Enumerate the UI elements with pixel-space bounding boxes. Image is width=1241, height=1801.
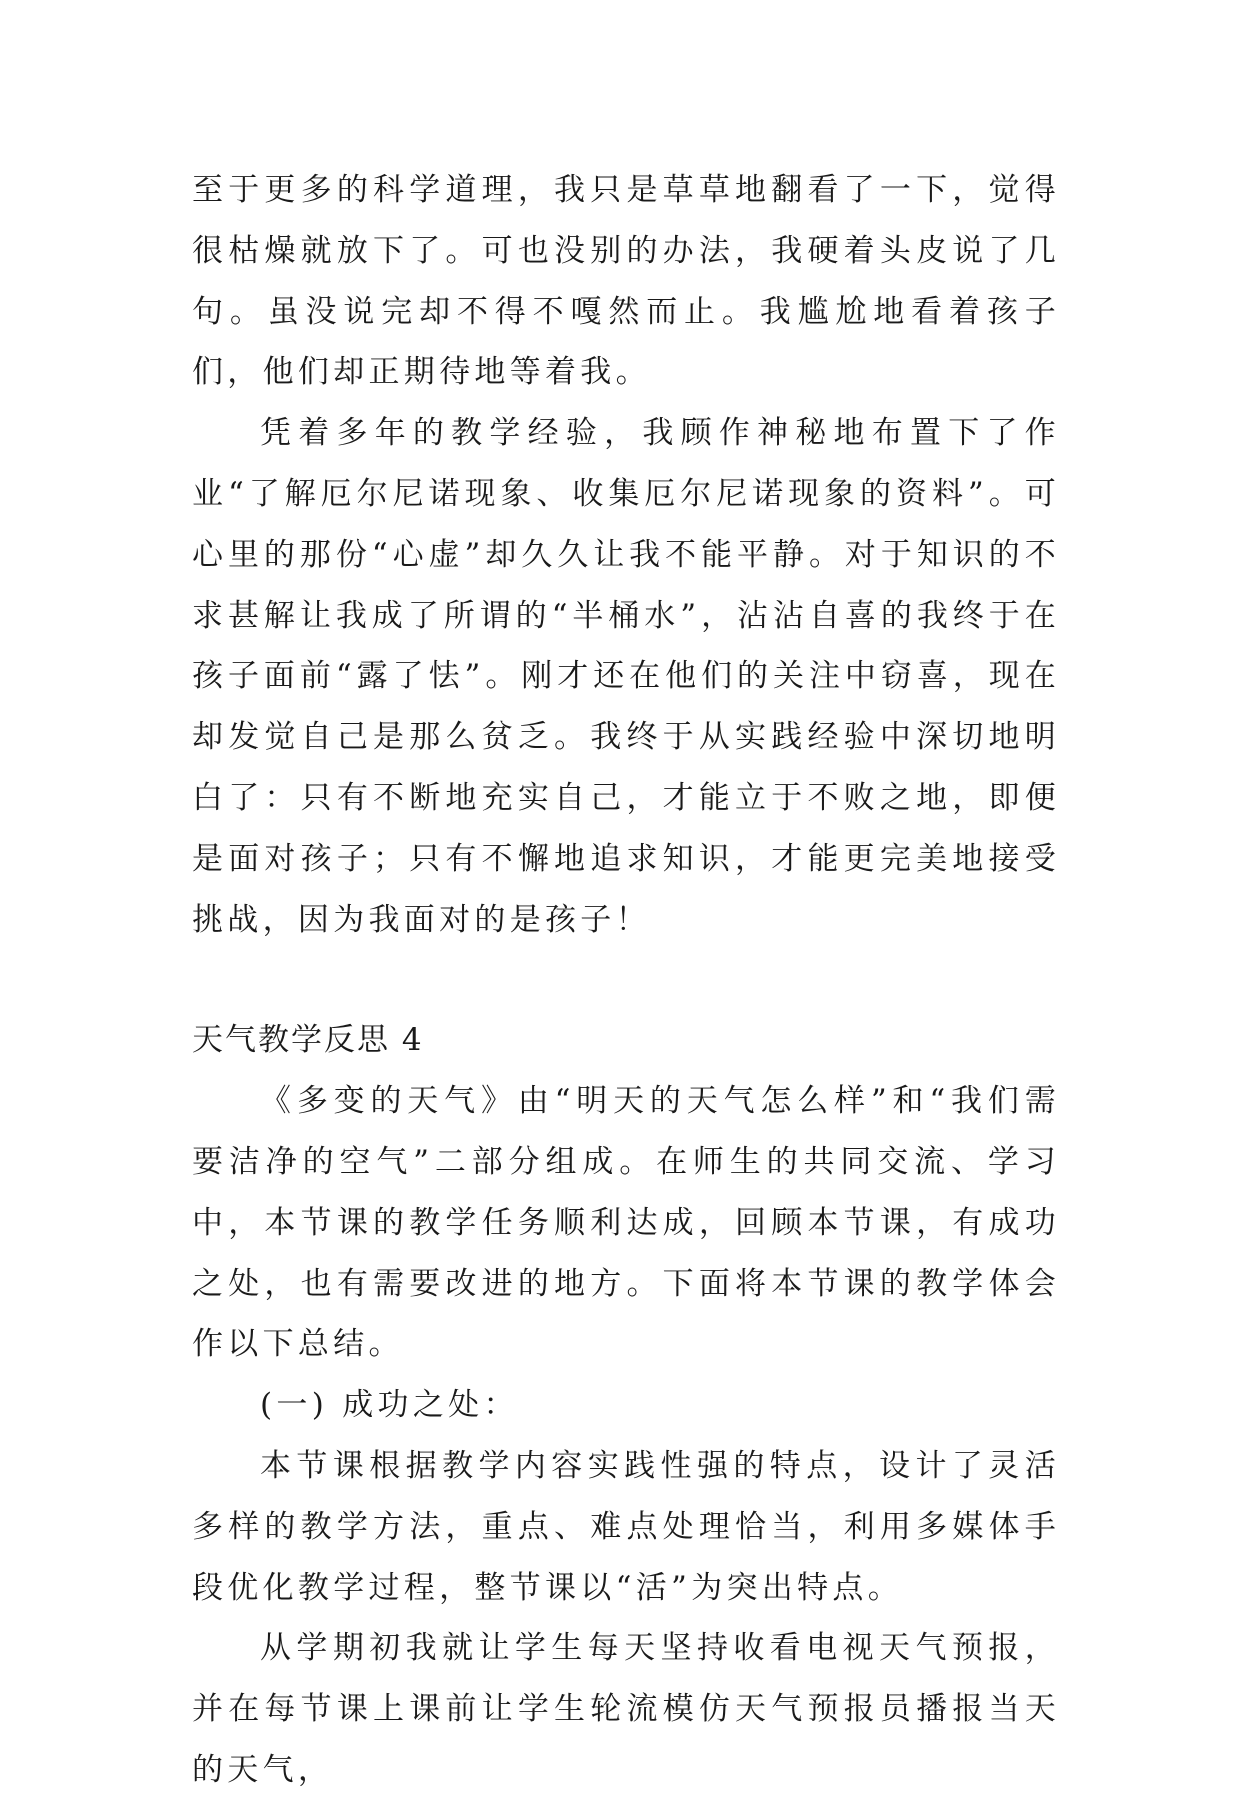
paragraph-weather-forecast-practice: 从学期初我就让学生每天坚持收看电视天气预报，并在每节课上课前让学生轮流模仿天气预报员播报当天的天气， bbox=[192, 1630, 1060, 1788]
document-body bbox=[192, 160, 1060, 1801]
paragraph-lesson-overview: 《多变的天气》由“明天的天气怎么样”和“我们需要洁净的空气”二部分组成。在师生的共同交流、学习中，本节课的教学任务顺利达成，回顾本节课，有成功之处，也有需要改进的地方。下面将本节课的教学体会作以下总结。 bbox=[192, 1083, 1060, 1363]
paragraph-teaching-methods: 本节课根据教学内容实践性强的特点，设计了灵活多样的教学方法，重点、难点处理恰当，利用多媒体手段优化教学过程，整节课以“活”为突出特点。 bbox=[192, 1447, 1060, 1606]
paragraph-reflection: 凭着多年的教学经验，我顾作神秘地布置下了作业“了解厄尔尼诺现象、收集厄尔尼诺现象的资料”。可心里的那份“心虚”却久久让我不能平静。对于知识的不求甚解让我成了所谓的“半桶水”，沾沾自喜的我终于在孩子面前“露了怯”。刚才还在他们的关注中窃喜，现在却发觉自己是那么贫乏。我终于从实践经验中深切地明白了：只有不断地充实自己，才能立于不败之地，即便是面对孩子；只有不懈地追求知识，才能更完美地接受挑战，因为我面对的是孩子！ bbox=[192, 415, 1060, 938]
subheading-successes: (一) 成功之处： bbox=[260, 1387, 519, 1424]
paragraph-intro-continued: 至于更多的科学道理，我只是草草地翻看了一下，觉得很枯燥就放下了。可也没别的办法，我硬着头皮说了几句。虽没说完却不得不嘎然而止。我尴尬地看着孩子们，他们却正期待地等着我。 bbox=[192, 172, 1060, 391]
section-title: 天气教学反思 4 bbox=[192, 1022, 424, 1059]
section-spacer bbox=[192, 950, 1060, 1010]
